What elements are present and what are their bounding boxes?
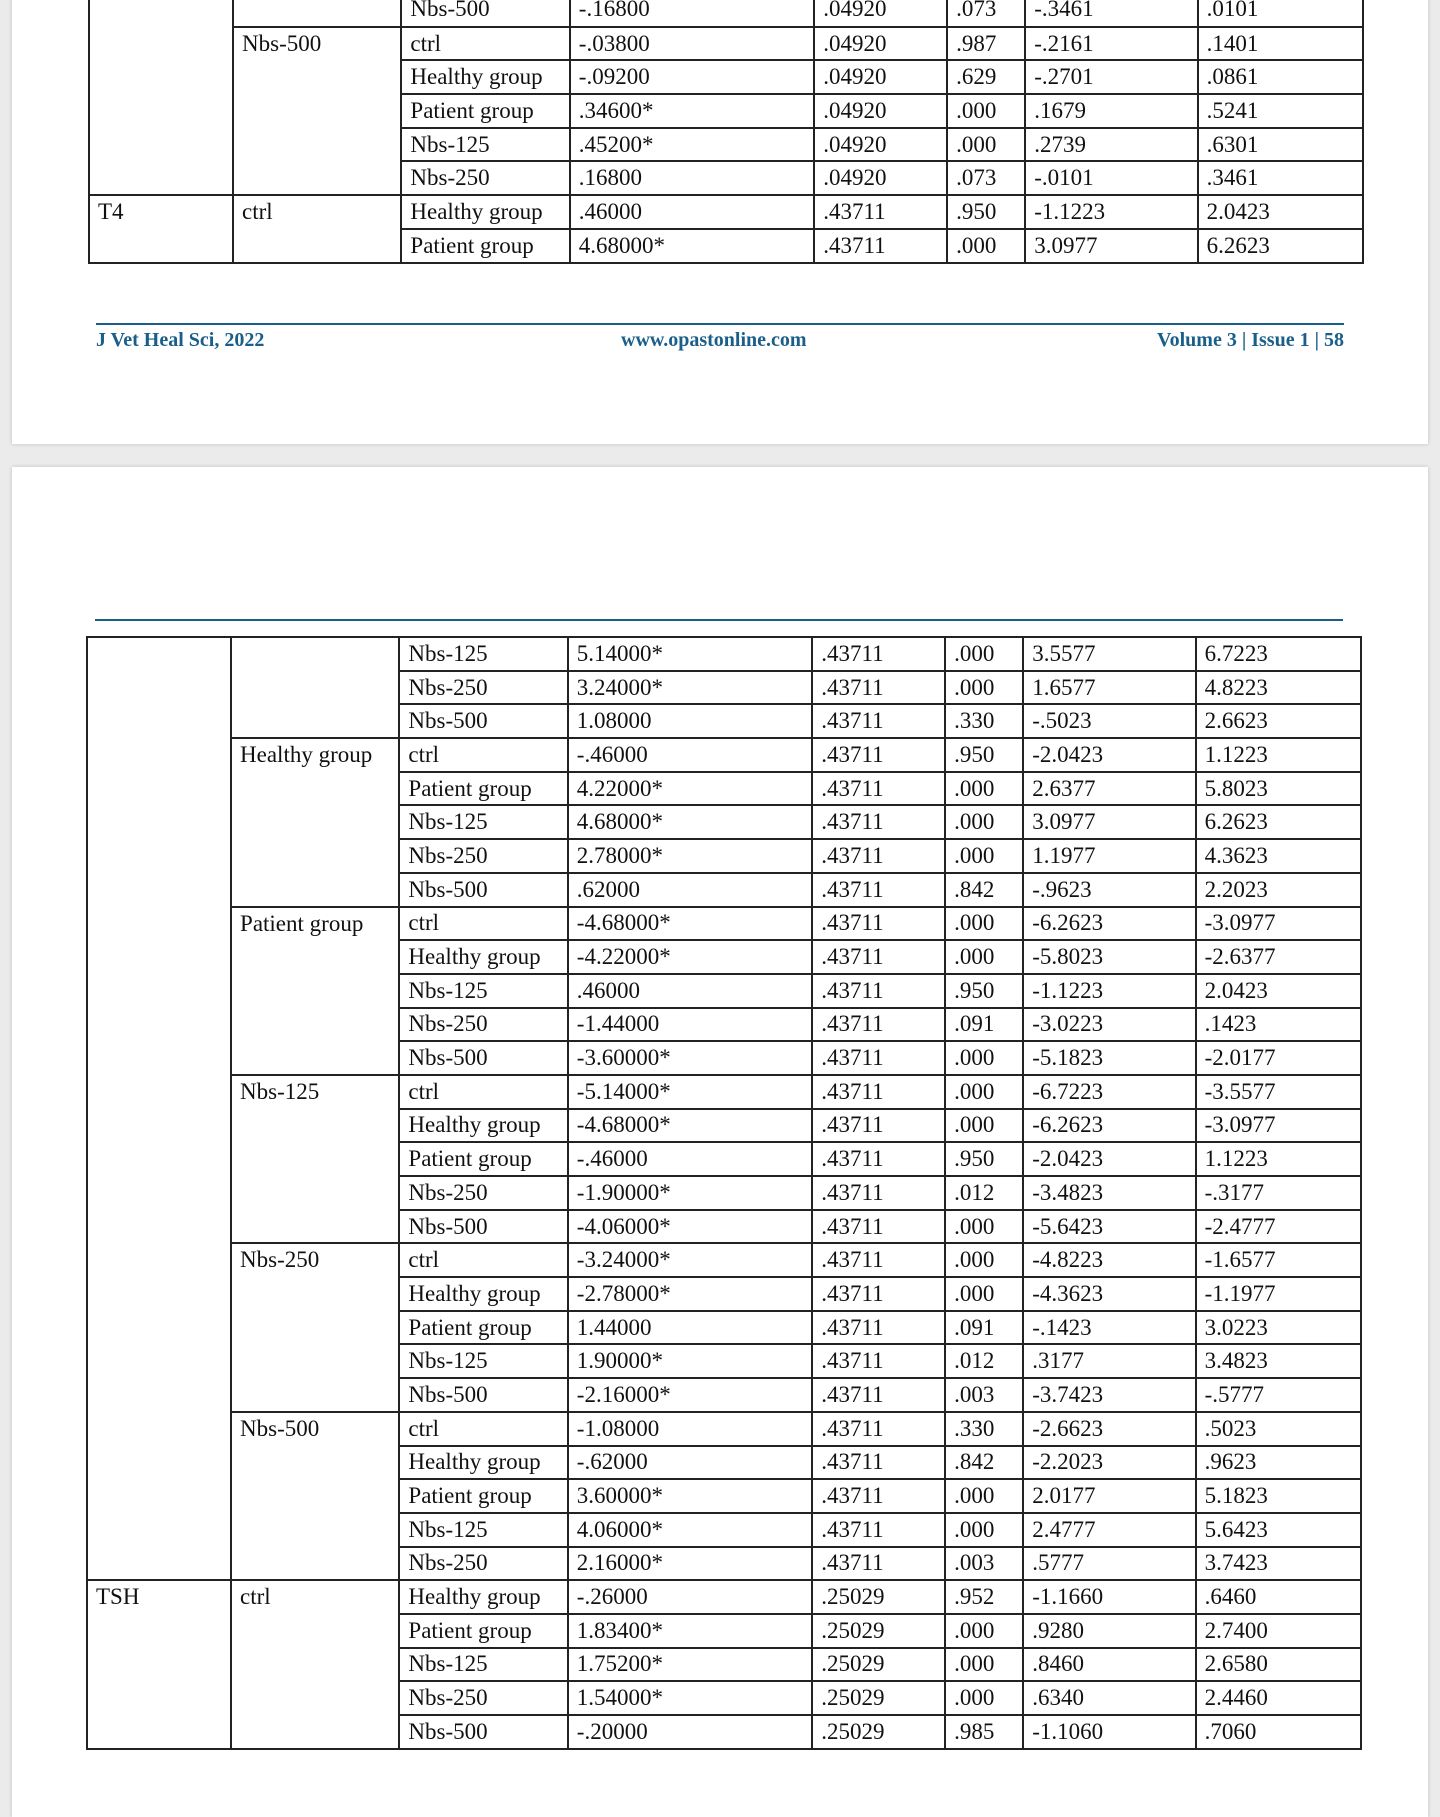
comparison-table-top xyxy=(88,0,1364,264)
table-cell: 4.06000* xyxy=(568,1513,812,1547)
table-cell: 2.6623 xyxy=(1196,704,1361,738)
subgroup-cell: Nbs-250 xyxy=(231,1243,399,1411)
table-cell: 1.83400* xyxy=(568,1614,812,1648)
table-cell: .43711 xyxy=(812,1277,945,1311)
table-cell: Nbs-500 xyxy=(401,0,569,27)
table-cell: -4.06000* xyxy=(568,1210,812,1244)
subgroup-cell: Nbs-500 xyxy=(233,27,401,195)
table-cell: Nbs-250 xyxy=(399,839,567,873)
table-cell: Nbs-125 xyxy=(399,1648,567,1682)
table-cell: -.1423 xyxy=(1023,1311,1195,1345)
table-cell: 3.60000* xyxy=(568,1479,812,1513)
table-cell: -2.6623 xyxy=(1023,1412,1195,1446)
table-cell: .43711 xyxy=(812,974,945,1008)
table-cell: Patient group xyxy=(399,1311,567,1345)
footer-journal: J Vet Heal Sci, 2022 xyxy=(96,329,265,351)
table-cell: .43711 xyxy=(812,738,945,772)
table-cell: .5023 xyxy=(1196,1412,1361,1446)
table-cell: Healthy group xyxy=(401,60,569,94)
table-cell: .000 xyxy=(945,839,1023,873)
table-cell: Nbs-125 xyxy=(399,1344,567,1378)
table-cell: .25029 xyxy=(812,1681,945,1715)
table-cell: .43711 xyxy=(812,1311,945,1345)
comparison-table-continued xyxy=(86,636,1362,1750)
group-cell: T4 xyxy=(89,195,233,262)
table-cell: Healthy group xyxy=(399,940,567,974)
subgroup-cell xyxy=(231,637,399,738)
table-cell: .43711 xyxy=(812,1176,945,1210)
table-cell: Nbs-125 xyxy=(399,805,567,839)
table-cell: 2.2023 xyxy=(1196,873,1361,907)
table-cell: -3.0223 xyxy=(1023,1008,1195,1042)
table-cell: .842 xyxy=(945,1446,1023,1480)
table-cell: -1.1660 xyxy=(1023,1580,1195,1614)
table-cell: -4.22000* xyxy=(568,940,812,974)
table-cell: .04920 xyxy=(814,128,947,162)
table-row xyxy=(89,0,1363,27)
subgroup-cell: ctrl xyxy=(233,195,401,262)
table-cell: 3.4823 xyxy=(1196,1344,1361,1378)
table-cell: -.3177 xyxy=(1196,1176,1361,1210)
subgroup-cell: ctrl xyxy=(231,1580,399,1748)
table-cell: -3.5577 xyxy=(1196,1075,1361,1109)
table-cell: .8460 xyxy=(1023,1648,1195,1682)
table-cell: -.16800 xyxy=(570,0,814,27)
table-cell: .330 xyxy=(945,704,1023,738)
table-cell: 2.6377 xyxy=(1023,772,1195,806)
table-cell: .6460 xyxy=(1196,1580,1361,1614)
table-cell: -.20000 xyxy=(568,1715,812,1749)
table-cell: ctrl xyxy=(399,1412,567,1446)
table-cell: .7060 xyxy=(1196,1715,1361,1749)
subgroup-cell: Nbs-500 xyxy=(231,1412,399,1580)
table-cell: .000 xyxy=(945,1243,1023,1277)
table-cell: 5.14000* xyxy=(568,637,812,671)
table-cell: .04920 xyxy=(814,161,947,195)
table-cell: -.5777 xyxy=(1196,1378,1361,1412)
table-cell: .0101 xyxy=(1198,0,1363,27)
table-cell: -.46000 xyxy=(568,738,812,772)
table-cell: Healthy group xyxy=(399,1446,567,1480)
table-cell: .000 xyxy=(945,1614,1023,1648)
table-cell: ctrl xyxy=(399,1075,567,1109)
table-cell: -2.0177 xyxy=(1196,1041,1361,1075)
table-cell: Patient group xyxy=(401,229,569,263)
table-cell: .25029 xyxy=(812,1614,945,1648)
table-cell: .04920 xyxy=(814,27,947,61)
table-cell: .950 xyxy=(945,974,1023,1008)
table-cell: .012 xyxy=(945,1176,1023,1210)
table-cell: -.5023 xyxy=(1023,704,1195,738)
table-cell: 5.1823 xyxy=(1196,1479,1361,1513)
table-cell: Healthy group xyxy=(401,195,569,229)
table-cell: 4.22000* xyxy=(568,772,812,806)
table-cell: -3.60000* xyxy=(568,1041,812,1075)
table-cell: 3.5577 xyxy=(1023,637,1195,671)
table-cell: Nbs-500 xyxy=(399,1378,567,1412)
table-cell: Patient group xyxy=(399,1479,567,1513)
table-cell: .04920 xyxy=(814,60,947,94)
table-cell: -5.1823 xyxy=(1023,1041,1195,1075)
table-cell: .43711 xyxy=(812,1109,945,1143)
table-cell: .43711 xyxy=(812,940,945,974)
table-cell: .000 xyxy=(945,940,1023,974)
table-cell: 2.78000* xyxy=(568,839,812,873)
table-cell: .43711 xyxy=(812,805,945,839)
table-cell: .43711 xyxy=(812,1210,945,1244)
table-cell: .46000 xyxy=(570,195,814,229)
table-cell: .6340 xyxy=(1023,1681,1195,1715)
table-cell: -3.0977 xyxy=(1196,907,1361,941)
table-cell: .003 xyxy=(945,1378,1023,1412)
table-cell: .000 xyxy=(945,907,1023,941)
table-cell: -.09200 xyxy=(570,60,814,94)
table-cell: 2.0177 xyxy=(1023,1479,1195,1513)
table-cell: -6.7223 xyxy=(1023,1075,1195,1109)
table-cell: 2.6580 xyxy=(1196,1648,1361,1682)
table-cell: -4.3623 xyxy=(1023,1277,1195,1311)
table-cell: -1.90000* xyxy=(568,1176,812,1210)
document-page-2 xyxy=(12,467,1428,1817)
table-cell: .43711 xyxy=(812,1446,945,1480)
table-cell: -.03800 xyxy=(570,27,814,61)
table-cell: ctrl xyxy=(399,738,567,772)
table-cell: Nbs-500 xyxy=(399,873,567,907)
table-cell: 4.8223 xyxy=(1196,671,1361,705)
table-cell: .000 xyxy=(945,1041,1023,1075)
table-cell: .000 xyxy=(945,671,1023,705)
table-cell: 2.4460 xyxy=(1196,1681,1361,1715)
table-cell: -1.1223 xyxy=(1025,195,1197,229)
table-cell: .43711 xyxy=(812,907,945,941)
table-cell: .43711 xyxy=(812,1008,945,1042)
table-cell: -1.08000 xyxy=(568,1412,812,1446)
table-cell: 2.0423 xyxy=(1198,195,1363,229)
table-cell: Healthy group xyxy=(399,1580,567,1614)
table-cell: Nbs-125 xyxy=(399,1513,567,1547)
table-cell: Patient group xyxy=(399,1614,567,1648)
table-cell: .091 xyxy=(945,1008,1023,1042)
table-cell: .629 xyxy=(947,60,1025,94)
table-cell: .073 xyxy=(947,0,1025,27)
table-cell: -2.2023 xyxy=(1023,1446,1195,1480)
subgroup-cell: Patient group xyxy=(231,907,399,1075)
table-cell: -3.4823 xyxy=(1023,1176,1195,1210)
table-cell: 6.2623 xyxy=(1198,229,1363,263)
table-cell: .000 xyxy=(945,1479,1023,1513)
table-cell: .000 xyxy=(945,772,1023,806)
table-cell: -6.2623 xyxy=(1023,907,1195,941)
table-cell: ctrl xyxy=(401,27,569,61)
table-cell: Healthy group xyxy=(399,1277,567,1311)
table-cell: -1.6577 xyxy=(1196,1243,1361,1277)
table-cell: -5.6423 xyxy=(1023,1210,1195,1244)
table-cell: .43711 xyxy=(812,1243,945,1277)
table-cell: Nbs-125 xyxy=(399,637,567,671)
table-cell: Healthy group xyxy=(399,1109,567,1143)
table-cell: 1.1223 xyxy=(1196,738,1361,772)
table-cell: .25029 xyxy=(812,1715,945,1749)
table-cell: .04920 xyxy=(814,0,947,27)
table-row xyxy=(89,27,1363,61)
table-cell: 1.75200* xyxy=(568,1648,812,1682)
table-cell: .000 xyxy=(945,1513,1023,1547)
table-cell: 3.0977 xyxy=(1023,805,1195,839)
table-cell: .6301 xyxy=(1198,128,1363,162)
group-cell xyxy=(87,637,231,1580)
table-row xyxy=(87,1075,1361,1109)
table-cell: .000 xyxy=(945,1648,1023,1682)
table-cell: .3177 xyxy=(1023,1344,1195,1378)
table-cell: .000 xyxy=(945,1075,1023,1109)
table-cell: 4.68000* xyxy=(568,805,812,839)
table-cell: .43711 xyxy=(812,1142,945,1176)
table-cell: .3461 xyxy=(1198,161,1363,195)
table-cell: .000 xyxy=(947,94,1025,128)
table-cell: -2.78000* xyxy=(568,1277,812,1311)
table-cell: .34600* xyxy=(570,94,814,128)
table-cell: -1.1060 xyxy=(1023,1715,1195,1749)
table-cell: .952 xyxy=(945,1580,1023,1614)
table-cell: 1.44000 xyxy=(568,1311,812,1345)
table-cell: -1.44000 xyxy=(568,1008,812,1042)
table-cell: Nbs-500 xyxy=(399,1715,567,1749)
table-cell: .1423 xyxy=(1196,1008,1361,1042)
table-cell: -.3461 xyxy=(1025,0,1197,27)
subgroup-cell xyxy=(233,0,401,27)
table-cell: Nbs-500 xyxy=(399,704,567,738)
table-cell: -4.68000* xyxy=(568,1109,812,1143)
table-cell: .000 xyxy=(945,637,1023,671)
table-cell: Nbs-250 xyxy=(399,1547,567,1581)
table-cell: 2.0423 xyxy=(1196,974,1361,1008)
table-cell: 1.54000* xyxy=(568,1681,812,1715)
table-cell: 1.08000 xyxy=(568,704,812,738)
table-cell: .000 xyxy=(945,1210,1023,1244)
page-footer xyxy=(96,323,1344,351)
table-cell: .987 xyxy=(947,27,1025,61)
table-row xyxy=(89,195,1363,229)
table-cell: Nbs-250 xyxy=(399,1176,567,1210)
table-cell: .842 xyxy=(945,873,1023,907)
table-cell: .43711 xyxy=(812,772,945,806)
table-cell: -5.14000* xyxy=(568,1075,812,1109)
table-cell: Patient group xyxy=(399,772,567,806)
table-cell: -2.0423 xyxy=(1023,1142,1195,1176)
table-cell: .950 xyxy=(945,1142,1023,1176)
table-cell: .012 xyxy=(945,1344,1023,1378)
table-cell: -.9623 xyxy=(1023,873,1195,907)
table-cell: -4.68000* xyxy=(568,907,812,941)
table-cell: .43711 xyxy=(812,704,945,738)
table-cell: -3.24000* xyxy=(568,1243,812,1277)
table-cell: .46000 xyxy=(568,974,812,1008)
table-cell: 5.8023 xyxy=(1196,772,1361,806)
table-cell: -.26000 xyxy=(568,1580,812,1614)
table-cell: .43711 xyxy=(812,1547,945,1581)
table-cell: .091 xyxy=(945,1311,1023,1345)
table-cell: .950 xyxy=(945,738,1023,772)
table-cell: 2.16000* xyxy=(568,1547,812,1581)
table-cell: 1.90000* xyxy=(568,1344,812,1378)
table-cell: -2.0423 xyxy=(1023,738,1195,772)
table-cell: .5241 xyxy=(1198,94,1363,128)
table-cell: .04920 xyxy=(814,94,947,128)
table-cell: .000 xyxy=(945,805,1023,839)
table-cell: -2.4777 xyxy=(1196,1210,1361,1244)
table-cell: 4.3623 xyxy=(1196,839,1361,873)
table-cell: Nbs-500 xyxy=(399,1041,567,1075)
table-cell: Nbs-125 xyxy=(399,974,567,1008)
table-cell: 5.6423 xyxy=(1196,1513,1361,1547)
table-cell: .330 xyxy=(945,1412,1023,1446)
table-cell: .985 xyxy=(945,1715,1023,1749)
table-cell: 3.0223 xyxy=(1196,1311,1361,1345)
table-cell: .5777 xyxy=(1023,1547,1195,1581)
table-cell: .62000 xyxy=(568,873,812,907)
table-cell: .43711 xyxy=(812,839,945,873)
table-cell: .43711 xyxy=(812,873,945,907)
table-row xyxy=(87,637,1361,671)
table-cell: 3.24000* xyxy=(568,671,812,705)
table-cell: Nbs-250 xyxy=(399,1681,567,1715)
table-cell: .950 xyxy=(947,195,1025,229)
table-cell: 6.7223 xyxy=(1196,637,1361,671)
table-cell: -2.6377 xyxy=(1196,940,1361,974)
table-cell: 2.7400 xyxy=(1196,1614,1361,1648)
table-cell: -4.8223 xyxy=(1023,1243,1195,1277)
table-cell: .1679 xyxy=(1025,94,1197,128)
table-cell: 3.0977 xyxy=(1025,229,1197,263)
table-cell: .43711 xyxy=(812,1479,945,1513)
table-cell: .000 xyxy=(945,1277,1023,1311)
table-cell: 1.1223 xyxy=(1196,1142,1361,1176)
table-cell: -.0101 xyxy=(1025,161,1197,195)
table-cell: .45200* xyxy=(570,128,814,162)
subgroup-cell: Nbs-125 xyxy=(231,1075,399,1243)
table-cell: .9623 xyxy=(1196,1446,1361,1480)
table-cell: .16800 xyxy=(570,161,814,195)
table-cell: -.62000 xyxy=(568,1446,812,1480)
group-cell: TSH xyxy=(87,1580,231,1748)
table-cell: Nbs-250 xyxy=(401,161,569,195)
table-cell: .43711 xyxy=(812,1344,945,1378)
table-cell: .000 xyxy=(947,229,1025,263)
table-cell: .43711 xyxy=(812,1513,945,1547)
document-page-1 xyxy=(12,0,1428,444)
table-row xyxy=(87,1243,1361,1277)
table-cell: 3.7423 xyxy=(1196,1547,1361,1581)
table-cell: 1.6577 xyxy=(1023,671,1195,705)
table-cell: Nbs-250 xyxy=(399,671,567,705)
table-cell: -1.1223 xyxy=(1023,974,1195,1008)
group-cell xyxy=(89,0,233,195)
table-cell: .25029 xyxy=(812,1648,945,1682)
table-cell: .1401 xyxy=(1198,27,1363,61)
table-cell: .43711 xyxy=(814,229,947,263)
table-cell: .0861 xyxy=(1198,60,1363,94)
table-cell: .000 xyxy=(945,1681,1023,1715)
table-cell: -.46000 xyxy=(568,1142,812,1176)
table-row xyxy=(87,907,1361,941)
table-cell: -1.1977 xyxy=(1196,1277,1361,1311)
table-cell: .43711 xyxy=(814,195,947,229)
footer-volume: Volume 3 | Issue 1 | 58 xyxy=(1157,329,1344,351)
table-cell: .43711 xyxy=(812,1412,945,1446)
table-cell: -.2161 xyxy=(1025,27,1197,61)
table-cell: Patient group xyxy=(399,1142,567,1176)
table-row xyxy=(87,1412,1361,1446)
table-cell: ctrl xyxy=(399,907,567,941)
table-cell: 1.1977 xyxy=(1023,839,1195,873)
table-cell: .000 xyxy=(947,128,1025,162)
table-cell: 2.4777 xyxy=(1023,1513,1195,1547)
table-cell: .2739 xyxy=(1025,128,1197,162)
table-cell: Nbs-500 xyxy=(399,1210,567,1244)
table-cell: .43711 xyxy=(812,1041,945,1075)
table-cell: .43711 xyxy=(812,1075,945,1109)
table-cell: Patient group xyxy=(401,94,569,128)
table-cell: .003 xyxy=(945,1547,1023,1581)
table-row xyxy=(87,738,1361,772)
table-cell: -3.0977 xyxy=(1196,1109,1361,1143)
table-cell: -2.16000* xyxy=(568,1378,812,1412)
table-cell: .25029 xyxy=(812,1580,945,1614)
subgroup-cell: Healthy group xyxy=(231,738,399,906)
footer-website[interactable]: www.opastonline.com xyxy=(621,329,807,351)
table-cell: Nbs-250 xyxy=(399,1008,567,1042)
table-cell: -5.8023 xyxy=(1023,940,1195,974)
table-cell: ctrl xyxy=(399,1243,567,1277)
table-cell: .9280 xyxy=(1023,1614,1195,1648)
table-cell: -6.2623 xyxy=(1023,1109,1195,1143)
table-cell: .073 xyxy=(947,161,1025,195)
table-cell: 4.68000* xyxy=(570,229,814,263)
table-cell: -.2701 xyxy=(1025,60,1197,94)
table-cell: .43711 xyxy=(812,637,945,671)
table-cell: .43711 xyxy=(812,1378,945,1412)
header-rule xyxy=(95,619,1343,621)
table-cell: -3.7423 xyxy=(1023,1378,1195,1412)
table-cell: 6.2623 xyxy=(1196,805,1361,839)
table-cell: .43711 xyxy=(812,671,945,705)
table-cell: .000 xyxy=(945,1109,1023,1143)
table-row xyxy=(87,1580,1361,1614)
table-cell: Nbs-125 xyxy=(401,128,569,162)
